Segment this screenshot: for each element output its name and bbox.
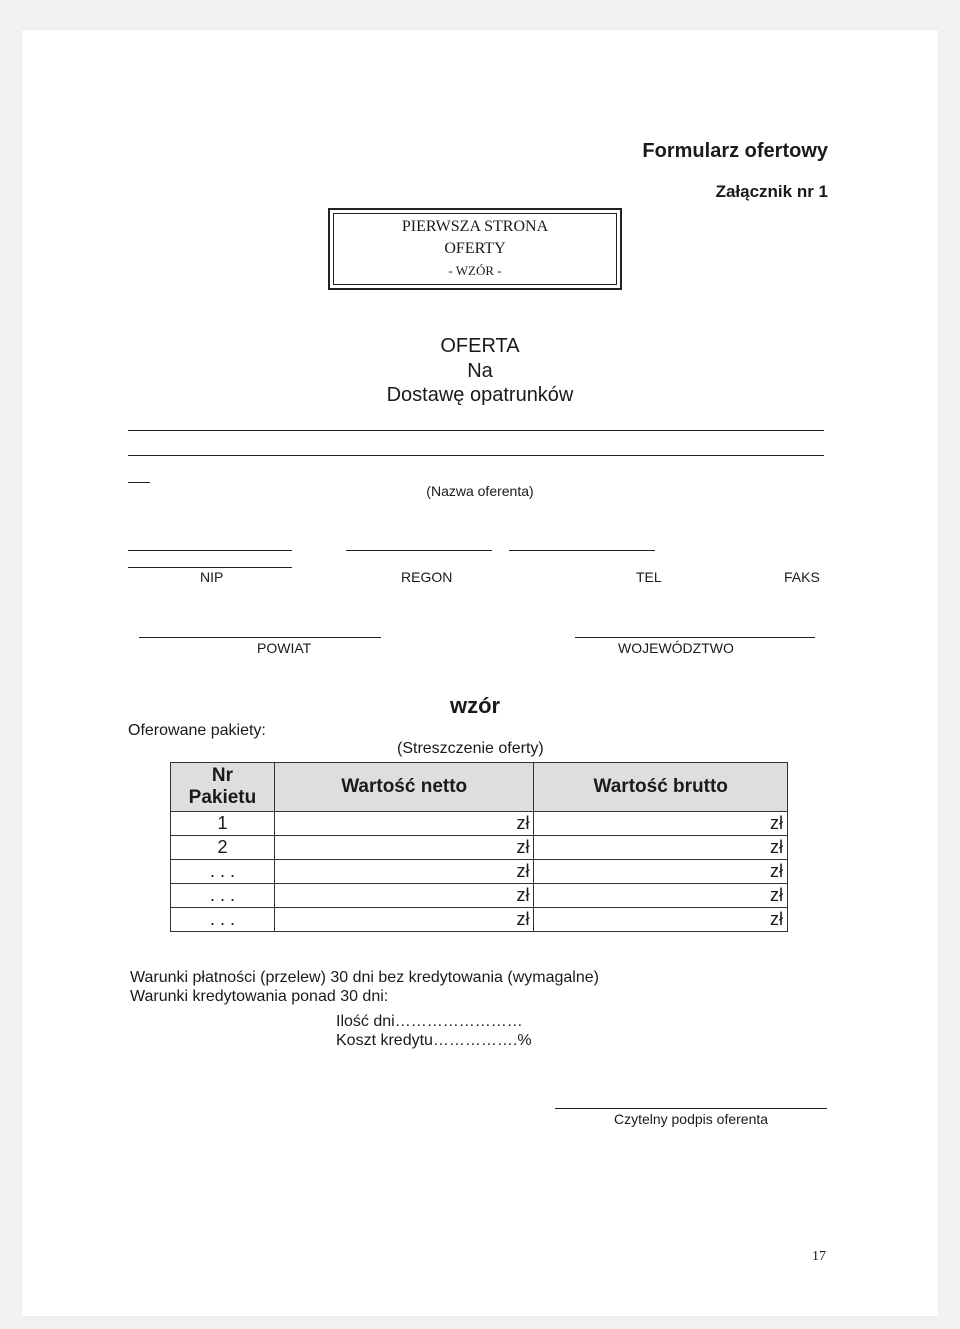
- packet-nr: . . .: [171, 884, 275, 908]
- brutto-value: zł: [534, 836, 788, 860]
- table-row: [171, 908, 788, 932]
- nip-line-2: [128, 567, 292, 568]
- brutto-value: zł: [534, 908, 788, 932]
- powiat-line: [139, 637, 381, 638]
- form-title: Formularz ofertowy: [642, 140, 828, 162]
- title-box-inner: [333, 213, 617, 285]
- page-number: 17: [812, 1249, 826, 1264]
- header-nr-pakietu: Nr Pakietu: [171, 763, 275, 812]
- attachment-label: Załącznik nr 1: [715, 182, 828, 201]
- offered-packets-label: Oferowane pakiety:: [128, 722, 266, 739]
- offer-summary-label: (Streszczenie oferty): [397, 740, 544, 757]
- regon-line: [346, 550, 492, 551]
- brutto-value: zł: [534, 884, 788, 908]
- brutto-value: zł: [534, 812, 788, 836]
- title-box-line1: PIERWSZA STRONA: [401, 218, 549, 235]
- credit-cost: Koszt kredytu…………….%: [336, 1032, 532, 1049]
- regon-label: REGON: [401, 569, 453, 585]
- faks-label: FAKS: [784, 569, 820, 585]
- brutto-value: zł: [534, 860, 788, 884]
- nip-line-1: [128, 550, 292, 551]
- credit-details: [336, 1012, 532, 1050]
- table-row: [171, 860, 788, 884]
- offer-title: OFERTA: [440, 335, 520, 357]
- powiat-label: POWIAT: [257, 640, 312, 656]
- table-row: [171, 884, 788, 908]
- offer-subject: Dostawę opatrunków: [386, 384, 574, 406]
- packet-nr: 2: [171, 836, 275, 860]
- title-box: [328, 208, 622, 290]
- wojewodztwo-line: [575, 637, 815, 638]
- title-box-line3: - WZÓR -: [448, 263, 502, 278]
- wzor-watermark-label: wzór: [450, 693, 501, 718]
- netto-value: zł: [274, 884, 534, 908]
- netto-value: zł: [274, 860, 534, 884]
- credit-days: Ilość dni……………………: [336, 1013, 523, 1030]
- header-brutto: Wartość brutto: [534, 763, 788, 812]
- header-netto: Wartość netto: [274, 763, 534, 812]
- table-row: [171, 836, 788, 860]
- wojewodztwo-label: WOJEWÓDZTWO: [618, 640, 734, 656]
- nip-label: NIP: [200, 569, 224, 585]
- packets-header-row: [171, 763, 788, 812]
- netto-value: zł: [274, 836, 534, 860]
- signature-label: Czytelny podpis oferenta: [613, 1111, 769, 1127]
- netto-value: zł: [274, 812, 534, 836]
- credit-terms: Warunki kredytowania ponad 30 dni:: [130, 988, 389, 1005]
- terms-block: [130, 968, 599, 1006]
- bidder-name-label: (Nazwa oferenta): [426, 483, 534, 499]
- bidder-name-line-1: [128, 430, 824, 431]
- offer-na: Na: [467, 360, 493, 382]
- packets-table: [170, 762, 788, 932]
- payment-terms: Warunki płatności (przelew) 30 dni bez kredytowania (wymagalne): [130, 969, 599, 986]
- title-box-line2: OFERTY: [444, 240, 506, 257]
- packet-nr: . . .: [171, 908, 275, 932]
- tel-label: TEL: [636, 569, 662, 585]
- packet-nr: 1: [171, 812, 275, 836]
- table-row: [171, 812, 788, 836]
- packet-nr: . . .: [171, 860, 275, 884]
- signature-line: [555, 1108, 827, 1109]
- tel-line: [509, 550, 655, 551]
- bidder-name-line-2: [128, 455, 824, 456]
- netto-value: zł: [274, 908, 534, 932]
